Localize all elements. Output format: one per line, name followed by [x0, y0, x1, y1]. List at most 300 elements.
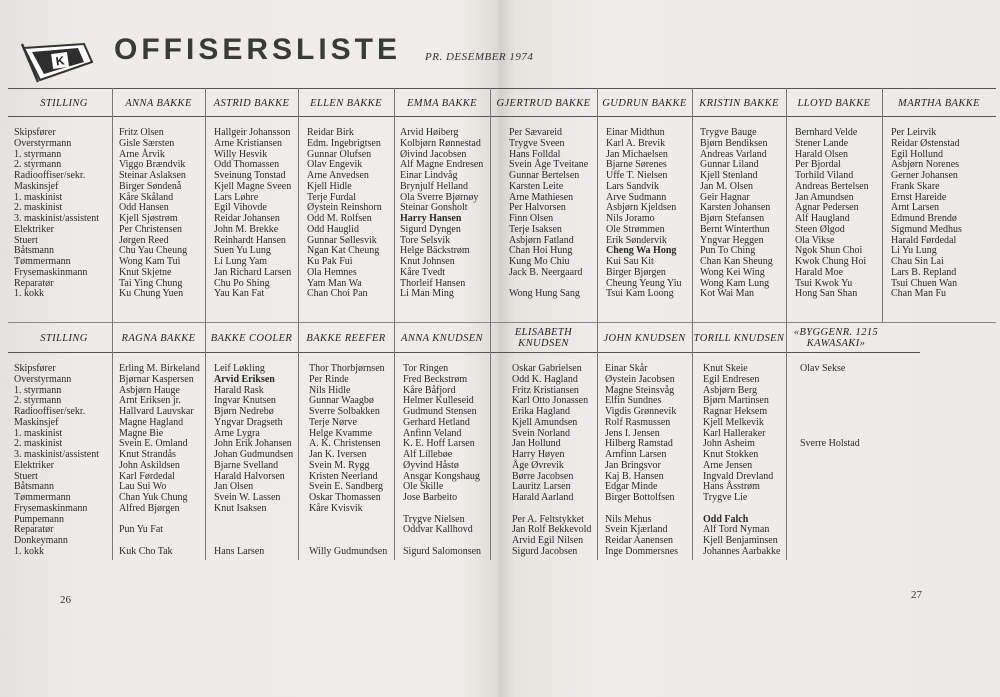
crew-name: Kåre Kvisvik	[309, 502, 363, 514]
table1-crew-column	[606, 128, 681, 300]
crew-name: Steen Ølgod	[795, 223, 845, 235]
crew-name: Alf Lillebøe	[403, 449, 453, 460]
crew-name: Cheng Wa Hong	[606, 245, 677, 257]
crew-name: Jack B. Neergaard	[509, 266, 583, 278]
crew-name: Arnt Larsen	[891, 202, 940, 214]
crew-name: Brynjulf Helland	[400, 180, 469, 192]
crew-name: Svein Kjærland	[605, 524, 668, 536]
table2-header-rule	[8, 352, 920, 353]
crew-name: Erika Hagland	[512, 406, 571, 417]
page-subtitle: PR. DESEMBER 1974	[425, 51, 534, 63]
crew-name: Kjell Magne Sveen	[214, 180, 292, 192]
crew-name: Ragnar Heksem	[703, 406, 768, 417]
crew-name	[605, 504, 678, 515]
role-label: Stuert	[14, 234, 38, 246]
table2-column-separator	[786, 322, 787, 560]
table2-column-separator	[112, 322, 113, 560]
crew-name: Helge Bäckstrøm	[400, 245, 470, 257]
crew-name: Odd K. Hagland	[512, 373, 578, 385]
crew-name: Jørgen Reed	[119, 234, 169, 246]
crew-name	[800, 418, 860, 429]
crew-name: Bjørn Martinsen	[703, 395, 769, 407]
table2-column-separator	[692, 322, 693, 560]
crew-name: Sverre Solbakken	[309, 406, 380, 417]
role-label: Frysemaskinmann	[14, 502, 88, 514]
crew-name	[800, 504, 860, 515]
table1-crew-column	[700, 128, 773, 300]
crew-name: Svein Norland	[512, 427, 571, 439]
crew-name: Bjørnar Kaspersen	[119, 373, 194, 385]
role-label: Radiooffiser/sekr.	[14, 406, 86, 417]
role-label: 1. kokk	[14, 545, 44, 557]
crew-name: Bjarne Svelland	[214, 459, 279, 471]
crew-name: Ku Pak Fui	[307, 256, 353, 267]
crew-name	[703, 504, 780, 515]
crew-name: Odd Falch	[703, 513, 749, 525]
role-label: 2. maskinist	[14, 438, 63, 450]
role-label: 1. styrmann	[14, 148, 62, 160]
crew-name: Asbjørn Norenes	[891, 159, 960, 171]
crew-name: Steinar Gonsholt	[400, 202, 468, 214]
crew-name: Jan Hollund	[512, 438, 561, 450]
table1-column-separator	[205, 88, 206, 322]
crew-name: Øystein Jacobsen	[605, 373, 675, 385]
crew-name: Sigurd Jacobsen	[512, 545, 578, 557]
crew-name: Fred Beckstrøm	[403, 373, 468, 385]
table1-ship-header: ASTRID BAKKE	[213, 98, 290, 109]
crew-name: Gunnar Søllesvik	[307, 234, 377, 246]
table1-column-separator	[112, 88, 113, 322]
crew-name: Frank Skare	[891, 180, 940, 192]
crew-name: Thor Thorbjørnsen	[309, 363, 385, 374]
role-label: 3. maskinist/assistent	[14, 213, 99, 224]
page-title: OFFISERSLISTE	[114, 33, 402, 66]
crew-name: Asbjørn Fatland	[509, 234, 574, 246]
role-label: Radiooffiser/sekr.	[14, 170, 86, 181]
role-label: Båtsmann	[14, 481, 54, 493]
crew-name: Chan Kan Sheung	[700, 256, 773, 267]
crew-name	[800, 547, 860, 558]
role-label: Overstyrmann	[14, 137, 72, 149]
crew-name: Li Yu Lung	[891, 245, 937, 257]
crew-name: Lars Løhre	[214, 191, 259, 203]
crew-name: Cheung Yeung Yiu	[606, 277, 682, 289]
table1-top-rule	[8, 88, 996, 89]
role-label: Skipsfører	[14, 127, 56, 138]
crew-name	[403, 504, 481, 515]
crew-name: Chan Yuk Chung	[119, 492, 188, 503]
crew-name: Sigurd Dyngen	[400, 223, 461, 235]
crew-name: Ingvald Drevland	[703, 470, 774, 482]
crew-name: Gunnar Olufsen	[307, 148, 372, 160]
crew-name: Trygve Sveen	[509, 137, 565, 149]
crew-name: Thorleif Hansen	[400, 277, 466, 289]
crew-name: Karl A. Brevik	[606, 137, 666, 149]
table1-ship-header: MARTHA BAKKE	[898, 98, 980, 109]
crew-name	[800, 396, 860, 407]
table1-crew-column	[795, 128, 869, 300]
crew-name: Hilberg Ramstad	[605, 438, 673, 450]
crew-name: Willy Hesvik	[214, 148, 268, 160]
table2-ship-header: RAGNA BAKKE	[121, 333, 196, 344]
crew-name: Egil Vihovde	[214, 202, 267, 214]
crew-name: Harald Olsen	[795, 148, 849, 160]
crew-name: Svein Åge Tveitane	[509, 159, 589, 171]
crew-name: Ernst Hareide	[891, 191, 947, 203]
crew-name: Harald Halvorsen	[214, 470, 285, 482]
crew-name	[512, 504, 591, 515]
table2-column-separator	[298, 322, 299, 560]
role-label: Reparatør	[14, 524, 54, 536]
crew-name: Gerhard Hetland	[403, 416, 470, 428]
crew-name: Ola Vikse	[795, 234, 835, 246]
crew-name: Svein E. Omland	[119, 438, 188, 450]
crew-name: Chan Man Fu	[891, 288, 946, 300]
crew-name: Jan Olsen	[214, 481, 254, 493]
crew-name: Arvid Egil Nilsen	[512, 535, 584, 546]
crew-name: Suen Yu Lung	[214, 245, 271, 257]
crew-name: Ngan Kat Cheung	[307, 245, 380, 257]
crew-name: Hong San Shan	[795, 288, 858, 300]
crew-name: Karl Halleraker	[703, 427, 766, 439]
table1-roles-column	[14, 128, 99, 300]
crew-name: Magne Hagland	[119, 416, 184, 428]
crew-name: Jan Michaelsen	[606, 148, 668, 160]
crew-name: Terje Furdal	[307, 191, 357, 203]
table2-crew-column	[403, 364, 481, 558]
crew-name: Knut Johnsen	[400, 256, 455, 267]
crew-name: Edm. Ingebrigtsen	[307, 137, 381, 149]
crew-name: Ole Strømmen	[606, 223, 665, 235]
crew-name: Nils Mehus	[605, 513, 652, 525]
crew-name: Arvid Eriksen	[214, 373, 275, 385]
table2-crew-column	[800, 364, 860, 558]
role-label: Frysemaskinmann	[14, 266, 88, 278]
crew-name: Øivind Jacobsen	[400, 148, 467, 160]
crew-name: Chan Choi Pan	[307, 288, 368, 300]
crew-name: Yam Man Wa	[307, 277, 362, 289]
crew-name: Tor Ringen	[403, 363, 449, 374]
crew-name: Fritz Olsen	[119, 127, 164, 138]
table2-roles-column	[14, 364, 99, 558]
crew-name: Bjørn Nedrebø	[214, 406, 274, 417]
crew-name: Li Man Ming	[400, 288, 454, 300]
table1-crew-column	[307, 128, 382, 300]
crew-name: Kung Mo Chiu	[509, 256, 570, 267]
crew-name: John Asheim	[703, 438, 755, 450]
crew-name: Fritz Kristiansen	[512, 384, 579, 396]
crew-name: Uffe T. Nielsen	[606, 170, 668, 181]
crew-name: Nils Joramo	[606, 213, 655, 224]
role-label: Donkeymann	[14, 535, 68, 546]
table1-column-separator	[882, 88, 883, 322]
crew-name: Geir Hagnar	[700, 191, 750, 203]
crew-name: Johannes Aarbakke	[703, 545, 781, 557]
crew-name: Kjell Hidle	[307, 180, 352, 192]
crew-name: Lars Sandvik	[606, 180, 660, 192]
crew-name: Ingvar Knutsen	[214, 395, 276, 407]
crew-name: Erling M. Birkeland	[119, 363, 200, 374]
crew-name: Arne Årvik	[119, 148, 165, 160]
crew-name: Jens I. Jensen	[605, 427, 660, 439]
crew-name	[800, 515, 860, 526]
crew-name: Per Rinde	[309, 373, 349, 385]
crew-name: Tsui Chuen Wan	[891, 277, 958, 289]
crew-name	[309, 525, 387, 536]
crew-name: Leif Løkling	[214, 363, 265, 374]
table2-crew-column	[703, 364, 780, 558]
crew-name: Yngvar Dragseth	[214, 416, 283, 428]
role-label: Maskinsjef	[14, 416, 59, 428]
table1-column-separator	[597, 88, 598, 322]
crew-name: Reidar Birk	[307, 127, 354, 138]
table2-crew-column	[309, 364, 387, 558]
crew-name: Birger Søndenå	[119, 180, 182, 192]
crew-name: Torhild Viland	[795, 170, 854, 181]
crew-name: Willy Gudmundsen	[309, 545, 388, 557]
role-label: Skipsfører	[14, 363, 56, 374]
crew-name: Øystein Reinshorn	[307, 202, 382, 214]
crew-name	[800, 525, 860, 536]
role-label: Elektriker	[14, 459, 54, 471]
crew-name: Li Lung Yam	[214, 256, 268, 267]
crew-name: Ku Chung Yuen	[119, 288, 184, 300]
crew-name: Kristen Neerland	[309, 470, 378, 482]
crew-name: Yngvar Heggen	[700, 234, 764, 246]
role-label: 1. kokk	[14, 288, 44, 300]
crew-name: Karsten Johansen	[700, 202, 771, 214]
crew-name: Jan K. Iversen	[309, 449, 367, 460]
crew-name	[214, 515, 293, 526]
crew-name: Jan Amundsen	[795, 191, 854, 203]
company-flag-logo	[18, 40, 96, 86]
crew-name: Terje Nørve	[309, 416, 357, 428]
crew-name: Ola Sverre Bjørnøy	[400, 191, 479, 203]
crew-name: Odd Thomassen	[214, 159, 280, 171]
role-label: 1. maskinist	[14, 191, 63, 203]
crew-name	[309, 515, 387, 526]
crew-name: Jan Bringsvor	[605, 459, 661, 471]
crew-name: Sverre Holstad	[800, 438, 860, 450]
table2-column-separator	[490, 322, 491, 560]
table2-ship-header: TORILL KNUDSEN	[693, 333, 785, 344]
table1-column-separator	[394, 88, 395, 322]
crew-name: A. K. Christensen	[309, 438, 381, 450]
crew-name: Harry Høyen	[512, 449, 565, 460]
table2-ship-header: ANNA KNUDSEN	[401, 333, 483, 344]
crew-name: Kuk Cho Tak	[119, 545, 173, 557]
crew-name: Hans Larsen	[214, 545, 265, 557]
crew-name: Gudmund Stensen	[403, 406, 477, 417]
crew-name: Andreas Bertelsen	[795, 180, 869, 192]
table1-ship-header: ANNA BAKKE	[125, 98, 192, 109]
table2-crew-column	[605, 364, 678, 558]
table1-ship-header: LLOYD BAKKE	[797, 98, 871, 109]
crew-name: Bernt Winterthun	[700, 223, 770, 235]
crew-name: Bjørn Bendiksen	[700, 137, 768, 149]
crew-name: Hans Åsstrøm	[703, 481, 760, 493]
crew-name: Einar Lindvåg	[400, 170, 458, 181]
crew-name: Sigurd Salomonsen	[403, 545, 482, 557]
crew-name: Olav Sekse	[800, 363, 846, 374]
crew-name: Wong Hung Sang	[509, 288, 580, 300]
crew-name: Reinhardt Hansen	[214, 234, 286, 246]
crew-name: Bjarne Sørenes	[606, 159, 667, 171]
crew-name: Johan Gudmundsen	[214, 449, 294, 460]
crew-name: Viggo Brændvik	[119, 159, 186, 171]
role-label: Maskinsjef	[14, 180, 59, 192]
crew-name: Pun Yu Fat	[119, 524, 164, 536]
crew-name: Einar Skår	[605, 363, 648, 374]
crew-name: Oskar Thomassen	[309, 492, 381, 503]
crew-name: Edgar Minde	[605, 481, 658, 493]
crew-name: Asbjørn Berg	[703, 384, 757, 396]
crew-name: Lars B. Repland	[891, 266, 957, 278]
crew-name: Oskar Gabrielsen	[512, 363, 582, 374]
table2-crew-column	[512, 364, 591, 558]
crew-name: Vigdis Grønnevik	[605, 406, 677, 417]
crew-name: John Askildsen	[119, 459, 180, 471]
crew-name: Edmund Brendø	[891, 213, 957, 224]
role-label: 1. styrmann	[14, 384, 62, 396]
crew-name: Wong Kei Wing	[700, 266, 765, 278]
crew-name	[214, 525, 293, 536]
crew-name: Helmer Kulleseid	[403, 395, 474, 407]
crew-name: Wong Kam Lung	[700, 277, 770, 289]
crew-name: Harald Rask	[214, 384, 264, 396]
crew-name	[800, 375, 860, 386]
crew-name: John Erik Johansen	[214, 438, 292, 450]
crew-name: Per Halvorsen	[509, 202, 566, 214]
table2-column-separator	[394, 322, 395, 560]
crew-name	[800, 450, 860, 461]
crew-name: Åge Øvrevik	[512, 459, 564, 471]
crew-name: Trygve Nielsen	[403, 513, 465, 525]
crew-name: Kåre Tvedt	[400, 266, 446, 278]
role-label: Reparatør	[14, 277, 54, 289]
logo-letter: K	[54, 53, 66, 69]
crew-name: Per Christensen	[119, 223, 183, 235]
crew-name: Kaj B. Hansen	[605, 470, 664, 482]
table1-column-separator	[490, 88, 491, 322]
crew-name: Harry Hansen	[400, 213, 462, 224]
crew-name: Erik Søndervik	[606, 234, 667, 246]
crew-name: Gerner Johansen	[891, 170, 958, 181]
crew-name: Kui Sau Kit	[606, 256, 654, 267]
crew-name: Arve Sudmann	[606, 191, 667, 203]
crew-name: Knut Isaksen	[214, 502, 267, 514]
crew-name: Lau Sui Wo	[119, 481, 167, 493]
crew-name: Børre Jacobsen	[512, 470, 574, 482]
crew-name: Inge Dommersnes	[605, 545, 679, 557]
crew-name: Oddvar Kallhovd	[403, 524, 473, 536]
crew-name: Steinar Aslaksen	[119, 170, 186, 181]
crew-name: Svein W. Lassen	[214, 492, 281, 503]
crew-name: Wong Kam Tui	[119, 256, 181, 267]
crew-name: Harald Aarland	[512, 492, 574, 503]
crew-name: Birger Bottolfsen	[605, 492, 675, 503]
table1-role-header: STILLING	[40, 98, 88, 109]
role-label: 2. styrmann	[14, 159, 62, 171]
role-label: Stuert	[14, 470, 38, 482]
crew-name	[800, 472, 860, 483]
crew-name: Svein M. Rygg	[309, 459, 370, 471]
crew-name: Chau Sin Lai	[891, 256, 944, 267]
crew-name: Lauritz Larsen	[512, 481, 571, 493]
crew-name: Ola Hemnes	[307, 266, 357, 278]
crew-name: Nils Hidle	[309, 384, 351, 396]
role-label: 2. maskinist	[14, 202, 63, 214]
crew-name: Einar Midthun	[606, 127, 665, 138]
table1-crew-column	[400, 128, 483, 300]
page-number-right: 27	[911, 589, 922, 601]
crew-name: Kolbjørn Rønnestad	[400, 137, 481, 149]
crew-name: Arnfinn Larsen	[605, 449, 667, 460]
crew-name: Kjell Amundsen	[512, 416, 578, 428]
table2-ship-header: JOHN KNUDSEN	[603, 333, 686, 344]
table2-role-header: STILLING	[40, 333, 88, 344]
crew-name: Reidar Johansen	[214, 213, 280, 224]
crew-name: Magne Steinsvåg	[605, 384, 675, 396]
crew-name: Kjell Stenland	[700, 170, 758, 181]
table1-ship-header: GUDRUN BAKKE	[602, 98, 687, 109]
crew-name: Per Bjordal	[795, 159, 841, 171]
crew-name: Odd M. Rolfsen	[307, 213, 372, 224]
crew-name: Arnt Eriksen jr.	[119, 395, 181, 407]
role-label: 3. maskinist/assistent	[14, 449, 99, 460]
role-label: Tømmermann	[14, 492, 71, 503]
crew-name: Alfred Bjørgen	[119, 502, 180, 514]
table1-column-separator	[298, 88, 299, 322]
crew-name: Øyvind Håstø	[403, 459, 459, 471]
crew-name: Anfinn Veland	[403, 427, 462, 439]
crew-name: Jan M. Olsen	[700, 180, 754, 192]
crew-name: Per A. Feltstykket	[512, 513, 584, 525]
crew-name: Ole Skille	[403, 481, 444, 493]
crew-name: Andreas Varland	[700, 148, 767, 160]
crew-name: Svein E. Sandberg	[309, 481, 383, 493]
crew-name: Kjell Melkevik	[703, 416, 764, 428]
crew-name: Bjørn Stefansen	[700, 213, 765, 224]
table2-column-separator	[205, 322, 206, 560]
crew-name: Agnar Pedersen	[795, 202, 859, 214]
table1-column-separator	[692, 88, 693, 322]
crew-name: Elfin Sundnes	[605, 395, 662, 407]
crew-name: Egil Hollund	[891, 148, 943, 160]
crew-name: Knut Stokken	[703, 449, 759, 460]
table-divider-rule	[8, 322, 996, 323]
crew-name: Bernhard Velde	[795, 127, 858, 138]
role-label: 1. maskinist	[14, 427, 63, 439]
crew-name: Terje Isaksen	[509, 223, 562, 235]
crew-name: Egil Endresen	[703, 373, 760, 385]
table2-ship-header: BAKKE COOLER	[210, 333, 293, 344]
table2-crew-column	[119, 364, 200, 558]
crew-name: Birger Bjørgen	[606, 266, 666, 278]
crew-name: Chu Po Shing	[214, 277, 270, 289]
crew-name	[800, 407, 860, 418]
crew-name: Hallgeir Johansson	[214, 127, 291, 138]
table2-ship-header: «BYGGENR. 1215 KAWASAKI»	[793, 327, 879, 349]
crew-name: Karsten Leite	[509, 180, 564, 192]
crew-name: Arne Lygra	[214, 427, 260, 439]
crew-name: Olav Engevik	[307, 159, 363, 171]
crew-name: Kjell Sjøstrøm	[119, 213, 178, 224]
crew-name: Gunnar Waagbø	[309, 395, 374, 407]
crew-name: Knut Skjetne	[119, 266, 172, 278]
crew-name: Gunnar Bertelsen	[509, 170, 580, 181]
crew-name: Harald Moe	[795, 266, 844, 278]
